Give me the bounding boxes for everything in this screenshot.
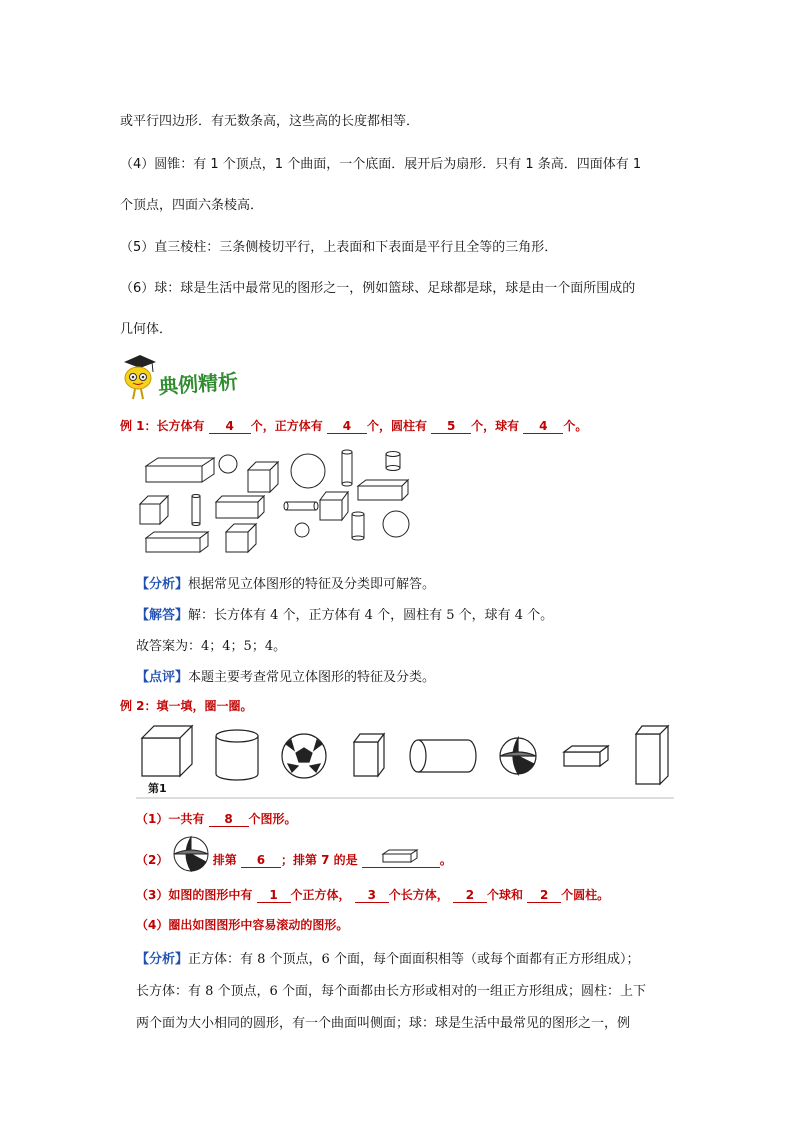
q-text: 。 xyxy=(439,853,452,867)
example2-q2 xyxy=(136,848,452,872)
cuboid-shape xyxy=(146,458,214,482)
flat-cuboid-icon xyxy=(381,848,421,864)
beach-ball-shape xyxy=(500,738,536,774)
q-text: （1）一共有 xyxy=(136,812,205,826)
analysis-tag: 【分析】 xyxy=(136,952,189,967)
text-line: （4）圆锥：有 1 个顶点，1 个曲面，一个底面．展开后为扇形．只有 1 条高．四面体有 1 xyxy=(120,157,642,172)
example2-q3 xyxy=(136,886,609,903)
cuboid-shape xyxy=(146,532,208,552)
analysis-line: 两个面为大小相同的圆形，有一个曲面叫侧面；球：球是生活中最常见的图形之一，例 xyxy=(136,1016,631,1031)
answer-blank: 3 xyxy=(355,888,389,903)
answer-shape-blank xyxy=(362,848,440,868)
cuboid-shape xyxy=(358,480,408,500)
cylinder-shape xyxy=(352,512,364,540)
solution-text: 解：长方体有 4 个，正方体有 4 个，圆柱有 5 个，球有 4 个。 xyxy=(188,608,554,623)
cube-shape xyxy=(142,726,192,776)
answer-blank: 6 xyxy=(241,853,281,868)
answer-line: 故答案为：4；4；5；4。 xyxy=(136,639,287,654)
text-line: 个顶点，四面六条棱高． xyxy=(120,198,264,213)
analysis-text: 正方体：有 8 个顶点，6 个面，每个面面积相等（或每个面都有正方形组成）； xyxy=(188,952,640,967)
analysis-tag: 【分析】 xyxy=(136,577,189,592)
sphere-shape xyxy=(295,523,309,537)
cylinder-shape xyxy=(284,502,318,510)
sphere-shape xyxy=(291,454,325,488)
q-text: 个。 xyxy=(563,419,588,433)
mascot-icon xyxy=(118,352,158,402)
answer-blank: 2 xyxy=(527,888,561,903)
q-text: ；排第 7 的是 xyxy=(280,853,358,867)
answer-blank: 1 xyxy=(257,888,291,903)
answer-blank: 4 xyxy=(209,419,251,434)
text-line: （5）直三棱柱：三条侧棱切平行，上表面和下表面是平行且全等的三角形． xyxy=(120,240,558,255)
cylinder-shape xyxy=(386,452,400,471)
cylinder-shape xyxy=(410,740,476,772)
q-text: 长方体有 xyxy=(156,419,205,433)
text-line: 或平行四边形．有无数条高，这些高的长度都相等． xyxy=(120,114,420,129)
cylinder-shape xyxy=(192,495,200,526)
answer-blank: 5 xyxy=(431,419,471,434)
q-text: 个，球有 xyxy=(471,419,520,433)
example1-shapes-figure xyxy=(136,446,416,558)
beach-ball-icon xyxy=(173,836,209,872)
analysis-line xyxy=(136,948,639,967)
sphere-shape xyxy=(219,455,237,473)
answer-blank: 4 xyxy=(523,419,563,434)
section-header xyxy=(118,352,268,402)
q-text: 个，圆柱有 xyxy=(366,419,427,433)
example1-question xyxy=(120,417,587,434)
q-text: 个球和 xyxy=(486,888,523,902)
soccer-ball-shape xyxy=(282,734,326,778)
q-text: （3）如图的图形中有 xyxy=(136,888,253,902)
q-text: 个圆柱。 xyxy=(561,888,610,902)
q-text: （2） xyxy=(136,853,169,867)
text-line: （6）球：球是生活中最常见的图形之一，例如篮球、足球都是球，球是由一个面所围成的 xyxy=(120,281,636,296)
q-text: 个长方体， xyxy=(388,888,449,902)
comment-text: 本题主要考查常见立体图形的特征及分类。 xyxy=(188,670,436,685)
cylinder-shape xyxy=(342,450,352,486)
text-line: 几何体． xyxy=(120,322,173,337)
cube-shape xyxy=(320,492,348,520)
cuboid-shape xyxy=(354,734,384,776)
example1-label: 例 1： xyxy=(120,419,157,433)
cuboid-shape xyxy=(636,726,668,784)
cube-shape xyxy=(248,462,278,492)
cube-shape xyxy=(226,524,256,552)
example2-label: 例 2： xyxy=(120,699,157,713)
q-text: 个，正方体有 xyxy=(250,419,323,433)
answer-blank: 2 xyxy=(453,888,487,903)
first-label: 第1 xyxy=(148,782,167,795)
comment-line xyxy=(136,666,435,685)
answer-blank: 8 xyxy=(209,812,249,827)
q-text: 个图形。 xyxy=(248,812,297,826)
q-text: 排第 xyxy=(212,853,237,867)
q-text: 个正方体， xyxy=(290,888,351,902)
example2-title xyxy=(120,697,253,714)
answer-blank: 4 xyxy=(327,419,367,434)
cube-shape xyxy=(140,496,168,524)
analysis-line xyxy=(136,573,435,592)
cuboid-shape xyxy=(216,496,264,518)
comment-tag: 【点评】 xyxy=(136,670,189,685)
cylinder-shape xyxy=(216,730,258,780)
solution-tag: 【解答】 xyxy=(136,608,189,623)
section-badge: 典例精析 xyxy=(157,369,239,399)
sphere-shape xyxy=(383,511,409,537)
analysis-text: 根据常见立体图形的特征及分类即可解答。 xyxy=(188,577,436,592)
example2-shapes-figure xyxy=(136,720,674,802)
example2-title-text: 填一填，圈一圈。 xyxy=(156,699,253,713)
cuboid-shape xyxy=(564,746,608,766)
analysis-line: 长方体：有 8 个顶点，6 个面，每个面都由长方形或相对的一组正方形组成；圆柱：上下 xyxy=(136,984,646,999)
example2-q1 xyxy=(136,810,297,827)
solution-line xyxy=(136,604,553,623)
example2-q4: （4）圈出如图图形中容易滚动的图形。 xyxy=(136,918,349,932)
